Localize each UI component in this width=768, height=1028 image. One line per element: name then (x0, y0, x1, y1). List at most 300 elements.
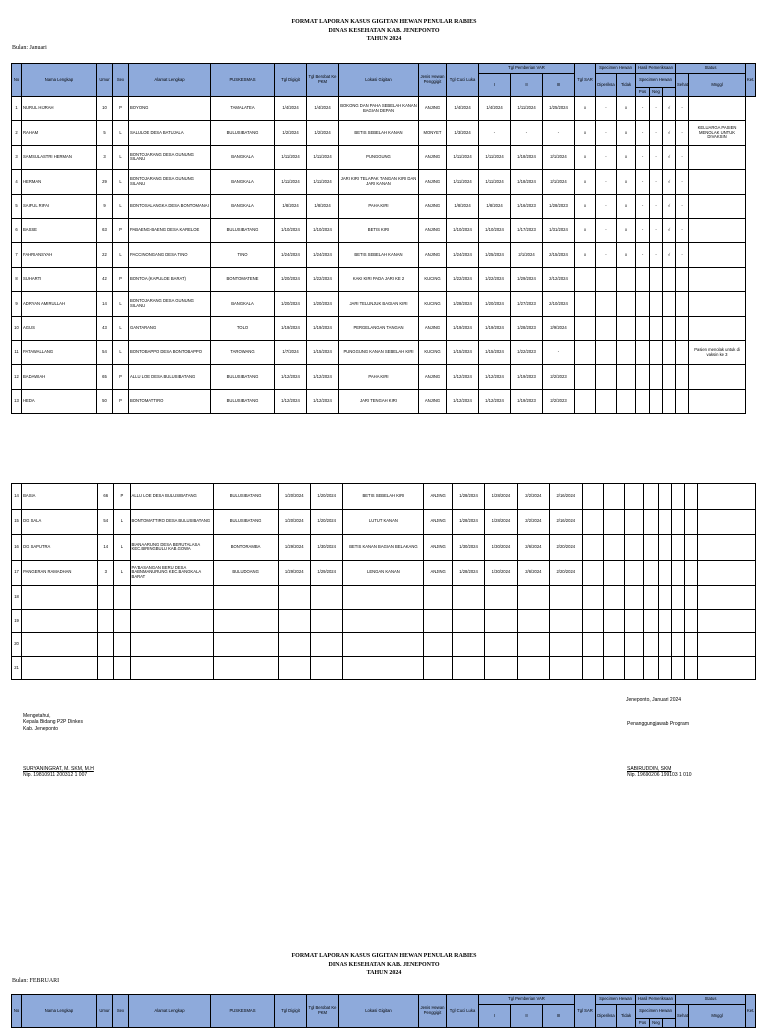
table-cell (98, 633, 114, 657)
table-cell: L (113, 292, 129, 316)
col-header-tgl-cuci: Tgl Cuci Luka (447, 995, 479, 1028)
table-cell: - (596, 243, 617, 267)
table-cell: 1/18/2024 (511, 145, 543, 169)
table-cell: 1/28/2023 (543, 194, 575, 218)
table-cell: 1/28/2023 (511, 316, 543, 340)
table-cell: 1/28/2024 (452, 509, 484, 535)
table-cell (644, 633, 658, 657)
table-cell: P (113, 97, 129, 121)
table-cell: 1/29/2024 (278, 560, 310, 586)
table-cell: PA'BASANGAN BERU DESA BABNMANURUNG KEC.BANGKALA BARAT (130, 560, 213, 586)
table-cell (663, 292, 676, 316)
table-cell: AGUS (22, 316, 97, 340)
table-cell: 2/20/2024 (550, 535, 582, 561)
table-body (12, 484, 756, 680)
table-cell: 1/12/2024 (307, 365, 339, 389)
table-cell: x (575, 243, 596, 267)
table-cell (689, 170, 746, 194)
table-cell: 1/20/2024 (275, 267, 307, 291)
table-cell: √ (663, 194, 676, 218)
table-cell (114, 656, 130, 680)
table-cell: x (617, 194, 636, 218)
table-cell: BETIS SEBELAH KANAN (339, 121, 419, 145)
table-cell (98, 656, 114, 680)
col-header-var-2: II (511, 1005, 543, 1028)
table-cell: 1/29/2024 (511, 267, 543, 291)
table-cell (582, 656, 603, 680)
col-header-spesimen-hewan: Specimen Hewan (636, 1005, 676, 1019)
table-cell (671, 509, 684, 535)
table-cell: x (617, 121, 636, 145)
table-cell: BANGKALA (211, 292, 275, 316)
table-cell: 11 (12, 340, 22, 364)
table-cell: BETIS SEBELAH KANAN (339, 243, 419, 267)
col-header-jenis-hewan: Jenis Hewan Penggigit (419, 64, 447, 97)
table-row (12, 316, 756, 340)
table-cell: PABAENG-BAENG DESA KARELOE (129, 218, 211, 242)
table-cell: x (617, 170, 636, 194)
table-cell: - (543, 340, 575, 364)
table-cell: - (650, 170, 663, 194)
table-cell (663, 340, 676, 364)
table-cell (658, 609, 671, 633)
table-row (12, 243, 756, 267)
table-cell: 1/20/2024 (307, 292, 339, 316)
table-cell (582, 484, 603, 510)
table-cell (625, 509, 644, 535)
table-row (12, 365, 756, 389)
col-header-var-1: I (479, 74, 511, 97)
table-cell: 1/4/2024 (447, 97, 479, 121)
table-cell: SAIFUL RIFAI (22, 194, 97, 218)
table-cell: 1/11/2024 (479, 170, 511, 194)
table-cell: 3 (97, 145, 113, 169)
table-cell (114, 586, 130, 610)
table-cell: x (617, 97, 636, 121)
col-header-alamat: Alamat Lengkap (129, 995, 211, 1028)
table-cell (689, 365, 746, 389)
col-header-diperiksa: Diperiksa (596, 74, 617, 97)
table-cell (130, 633, 213, 657)
col-header-no: No (12, 995, 22, 1028)
table-cell: - (596, 170, 617, 194)
table-cell (582, 509, 603, 535)
table-cell: 2/20/2024 (550, 560, 582, 586)
table-cell (676, 292, 689, 316)
table-cell: ANJING (419, 389, 447, 413)
table-cell (625, 560, 644, 586)
table-cell: 9 (97, 194, 113, 218)
table-cell: PUNGGUNG KANAN SEBELAH KIRI (339, 340, 419, 364)
table-cell: 2/16/2024 (550, 484, 582, 510)
table-cell: L (114, 509, 130, 535)
table-cell: L (113, 316, 129, 340)
table-cell: 54 (98, 509, 114, 535)
col-header-tgl-sar: Tgl SAR (575, 64, 596, 97)
table-cell (676, 365, 689, 389)
month-label: Bulan: Januari (12, 45, 47, 51)
table-cell (575, 267, 596, 291)
table-cell: PUNGGUNG (339, 145, 419, 169)
table-cell: 2/2/2024 (517, 509, 549, 535)
col-header-nama: Nama Lengkap (22, 995, 97, 1028)
table-cell: BASSE (22, 218, 97, 242)
table-cell (650, 365, 663, 389)
col-header-spesimen-group: Specimen Hewan (596, 64, 636, 74)
table-cell: BONTOA (KAPULOE BARAT) (129, 267, 211, 291)
table-cell: 3 (98, 560, 114, 586)
table-cell: P (113, 365, 129, 389)
table-cell: 14 (97, 292, 113, 316)
table-cell: 1/15/2024 (479, 340, 511, 364)
table-cell (485, 609, 517, 633)
table-cell: 1/27/2023 (511, 292, 543, 316)
table-cell: - (511, 121, 543, 145)
col-header-jenis-hewan: Jenis Hewan Penggigit (419, 995, 447, 1028)
table-cell: 2/16/2024 (550, 509, 582, 535)
col-header-neg: Neg (650, 88, 663, 97)
table-row (12, 586, 756, 610)
table-cell (636, 267, 650, 291)
table-cell: 3 (12, 145, 22, 169)
table-cell: L (113, 121, 129, 145)
col-header-pos: Pos (636, 88, 650, 97)
table-cell: 1/4/2024 (479, 97, 511, 121)
table-cell: 1/20/2024 (310, 509, 342, 535)
table-cell (689, 194, 746, 218)
table-cell (676, 340, 689, 364)
col-header-puskesmas: PUSKESMAS (211, 64, 275, 97)
table-cell: 14 (98, 535, 114, 561)
title-line: FORMAT LAPORAN KASUS GIGITAN HEWAN PENULAR RABIES (291, 953, 477, 959)
table-cell (424, 633, 452, 657)
table-cell: BANGKALA (211, 170, 275, 194)
table-cell: P (113, 218, 129, 242)
table-cell (644, 535, 658, 561)
col-header-spesimen-group: Specimen Hewan (596, 995, 636, 1005)
right-signer-nip: Nip. 19690206 199103 1 010 (627, 772, 692, 779)
col-header-puskesmas: PUSKESMAS (211, 995, 275, 1028)
col-header-no: No (12, 64, 22, 97)
table-cell: 1/12/2024 (447, 389, 479, 413)
table-row (12, 218, 756, 242)
col-header-var-group: Tgl Pemberian VAR (479, 64, 575, 74)
table-cell (625, 586, 644, 610)
table-cell: HERMAN (22, 170, 97, 194)
table-cell: DG SAPUTRA (22, 535, 98, 561)
table-cell (676, 389, 689, 413)
table-cell: 1/22/2024 (447, 267, 479, 291)
table-cell (596, 316, 617, 340)
signature-left-name (23, 766, 94, 779)
table-cell: - (636, 97, 650, 121)
table-cell: MONYET (419, 121, 447, 145)
table-cell (617, 292, 636, 316)
table-cell (575, 340, 596, 364)
table-cell: 1/20/2024 (275, 292, 307, 316)
table-cell (424, 609, 452, 633)
table-cell: BIANAARUNG DESA BERUTALASA KEC.BIRINGBULU KAB.GOWA (130, 535, 213, 561)
table-cell (517, 609, 549, 633)
title-line: FORMAT LAPORAN KASUS GIGITAN HEWAN PENULAR RABIES (291, 19, 477, 25)
table-cell: ANJING (424, 484, 452, 510)
table-cell: 8 (12, 267, 22, 291)
table-body (12, 97, 756, 414)
table-cell: 1/24/2024 (275, 243, 307, 267)
table-cell (310, 656, 342, 680)
table-cell: 20 (12, 633, 22, 657)
table-cell: 65 (97, 365, 113, 389)
table-cell: - (676, 218, 689, 242)
table-cell: 1/2/2024 (307, 121, 339, 145)
col-header-lokasi: Lokasi Gigitan (339, 64, 419, 97)
table-cell (596, 340, 617, 364)
table-cell: BULUSIBATANG (213, 484, 278, 510)
table-cell: BONTOBAPPO DESA BONTOBAPPO (129, 340, 211, 364)
col-header-pos: Pos (636, 1019, 650, 1028)
table-cell (582, 609, 603, 633)
table-cell (603, 484, 624, 510)
table-cell: 5 (97, 121, 113, 145)
table-row (12, 121, 756, 145)
table-cell: PACCINONGANG DESA TINO (129, 243, 211, 267)
table-cell: 1/19/2024 (275, 316, 307, 340)
table-cell: P (113, 267, 129, 291)
table-cell (689, 243, 746, 267)
table-cell: 1/11/2024 (479, 145, 511, 169)
table-cell: TINO (211, 243, 275, 267)
title-line: DINAS KESEHATAN KAB. JENEPONTO (328, 27, 440, 34)
col-header-tgl-berobat: Tgl Berobat Ke PKM (307, 64, 339, 97)
table-cell (658, 509, 671, 535)
table-cell: 1/25/2024 (543, 97, 575, 121)
table-cell: - (636, 145, 650, 169)
table-cell (625, 633, 644, 657)
table-cell (625, 609, 644, 633)
table-cell: 1/24/2024 (307, 243, 339, 267)
table-cell (698, 633, 756, 657)
col-header-umur: Umur (97, 64, 113, 97)
table-cell (617, 340, 636, 364)
table-cell: 1/24/2024 (447, 243, 479, 267)
table-cell: 1/22/2024 (307, 267, 339, 291)
report-title (0, 18, 768, 44)
col-header-sex: Sex (113, 995, 129, 1028)
table-cell: 14 (12, 484, 22, 510)
table-cell (596, 365, 617, 389)
table-cell: PAHA KIRI (339, 365, 419, 389)
table-cell (603, 535, 624, 561)
table-row (12, 170, 756, 194)
table-cell: - (676, 170, 689, 194)
table-cell: BULUSIBATANG (211, 218, 275, 242)
table-row (12, 389, 756, 413)
table-cell: RAHAM (22, 121, 97, 145)
table-cell: ALLU LOE DESA BULUSIBATANG (129, 365, 211, 389)
table-cell (658, 484, 671, 510)
table-cell (676, 267, 689, 291)
table-cell (684, 484, 697, 510)
report-table-february (11, 994, 756, 1028)
table-cell: FAHRIANSYAH (22, 243, 97, 267)
kab-label: Kab. Jeneponto (23, 725, 59, 732)
table-cell: SUHARTI (22, 267, 97, 291)
table-cell: - (636, 243, 650, 267)
col-header-ket: Ket. (746, 64, 756, 97)
col-header-lokasi: Lokasi Gigitan (339, 995, 419, 1028)
table-cell: 2/1/2024 (543, 145, 575, 169)
col-header-var-3: III (543, 74, 575, 97)
table-cell: P (114, 484, 130, 510)
table-cell: 66 (98, 484, 114, 510)
table-cell: - (676, 194, 689, 218)
table-cell: BULUSIBATANG (211, 365, 275, 389)
table-cell: 1/20/2024 (278, 484, 310, 510)
table-cell (625, 535, 644, 561)
table-cell (644, 609, 658, 633)
table-cell: BONTOMATTIRO (129, 389, 211, 413)
table-cell: 1/30/2024 (310, 535, 342, 561)
table-cell (596, 389, 617, 413)
table-cell: PAHA KIRI (339, 194, 419, 218)
table-cell: 7 (12, 243, 22, 267)
col-header-tidak: Tidak (617, 1005, 636, 1028)
table-cell: L (113, 194, 129, 218)
table-cell: √ (663, 243, 676, 267)
table-cell: 1/11/2024 (447, 170, 479, 194)
table-cell: ANJING (424, 560, 452, 586)
table-cell: 1/8/2024 (447, 194, 479, 218)
col-header-tgl-sar: Tgl SAR (575, 995, 596, 1028)
table-cell: 6 (12, 218, 22, 242)
table-cell (596, 267, 617, 291)
table-cell: 1/30/2024 (485, 560, 517, 586)
col-header-var-1: I (479, 1005, 511, 1028)
table-cell (575, 292, 596, 316)
table-cell (596, 292, 617, 316)
table-cell: - (650, 194, 663, 218)
table-cell: - (650, 121, 663, 145)
table-cell: TAMALATEA (211, 97, 275, 121)
table-cell (603, 560, 624, 586)
table-cell: L (114, 560, 130, 586)
table-cell (310, 633, 342, 657)
table-cell: 1/15/2024 (447, 340, 479, 364)
col-header-tgl-digigit: Tgl Digigit (275, 64, 307, 97)
table-cell: 1/20/2024 (278, 509, 310, 535)
table-row (12, 509, 756, 535)
table-cell (603, 656, 624, 680)
report-table-continued (11, 483, 756, 680)
col-header-var-2: II (511, 74, 543, 97)
table-cell (658, 656, 671, 680)
table-cell (278, 633, 310, 657)
table-cell: ANJING (419, 316, 447, 340)
table-cell (603, 633, 624, 657)
col-header-ket: Ket. (746, 995, 756, 1028)
table-cell (689, 292, 746, 316)
table-cell: ALLU LOE DESA BULUSIBATANG (130, 484, 213, 510)
col-header-diperiksa: Diperiksa (596, 1005, 617, 1028)
table-cell: 54 (97, 340, 113, 364)
table-cell: ANJING (419, 97, 447, 121)
col-header-tgl-cuci: Tgl Cuci Luka (447, 64, 479, 97)
table-cell: 1/28/2024 (485, 484, 517, 510)
table-cell: 1/10/2024 (479, 218, 511, 242)
table-cell: KAKI KIRI PADA JARI KE 2 (339, 267, 419, 291)
table-cell (698, 535, 756, 561)
table-cell (671, 560, 684, 586)
table-cell: 2/6/2024 (517, 535, 549, 561)
report-title-2 (0, 952, 768, 978)
table-cell: BOYONG (129, 97, 211, 121)
table-cell: BULUSIBATANG (211, 389, 275, 413)
table-cell: x (617, 145, 636, 169)
table-cell (698, 509, 756, 535)
table-cell: BONTOSALANGKA DESA BONTOMANAI (129, 194, 211, 218)
table-cell: PERGELANGAN TANGAN (339, 316, 419, 340)
table-cell (575, 365, 596, 389)
table-cell: - (636, 170, 650, 194)
table-cell (617, 267, 636, 291)
col-header-umur: Umur (97, 995, 113, 1028)
table-cell: √ (663, 170, 676, 194)
table-cell: - (676, 243, 689, 267)
table-cell: 50 (97, 389, 113, 413)
table-cell (658, 560, 671, 586)
table-cell: 1/19/2024 (447, 316, 479, 340)
table-cell: 1/4/2024 (307, 97, 339, 121)
col-header-blank (663, 1019, 676, 1028)
table-cell (650, 389, 663, 413)
table-cell: - (479, 121, 511, 145)
col-header-sehat: Sehat (676, 1005, 689, 1028)
table-cell: 17 (12, 560, 22, 586)
table-cell: 2/2/2023 (543, 365, 575, 389)
table-cell (343, 609, 424, 633)
table-cell (130, 656, 213, 680)
left-signer-nip: Nip. 19810911 200312 1 007 (23, 772, 88, 779)
table-cell: BONTOJARANG DESA GUNUNG SILANU (129, 292, 211, 316)
table-cell: 1/30/2024 (452, 535, 484, 561)
table-cell: 1 (12, 97, 22, 121)
signature-date: Jeneponto, Januari 2024 (626, 697, 682, 703)
table-row (12, 340, 756, 364)
table-cell (130, 609, 213, 633)
table-cell: BOKONG DAN PAHA SEBELAH KANAN BAGIAN DEPAN (339, 97, 419, 121)
table-cell (658, 586, 671, 610)
table-cell: BULUSIBATANG (211, 121, 275, 145)
table-cell: BONTOMATTIRO DESA BULUSIBATANG (130, 509, 213, 535)
table-cell: 12 (12, 365, 22, 389)
table-cell (575, 316, 596, 340)
table-row (12, 292, 756, 316)
table-cell: SAMSULASTRI HERMAN (22, 145, 97, 169)
table-cell (452, 586, 484, 610)
col-header-alamat: Alamat Lengkap (129, 64, 211, 97)
table-cell (636, 340, 650, 364)
table-cell: 1/10/2024 (275, 218, 307, 242)
table-cell: KUCING (419, 292, 447, 316)
table-cell (698, 484, 756, 510)
table-cell: 2/2/2023 (543, 389, 575, 413)
table-cell: SALULOE DESA BATUJALA (129, 121, 211, 145)
table-cell: 29 (97, 170, 113, 194)
table-cell: HEDA (22, 389, 97, 413)
table-cell (22, 609, 98, 633)
table-cell (582, 535, 603, 561)
left-signer-name: SURYANINGRAT, M. SKM, M.H (23, 766, 94, 772)
